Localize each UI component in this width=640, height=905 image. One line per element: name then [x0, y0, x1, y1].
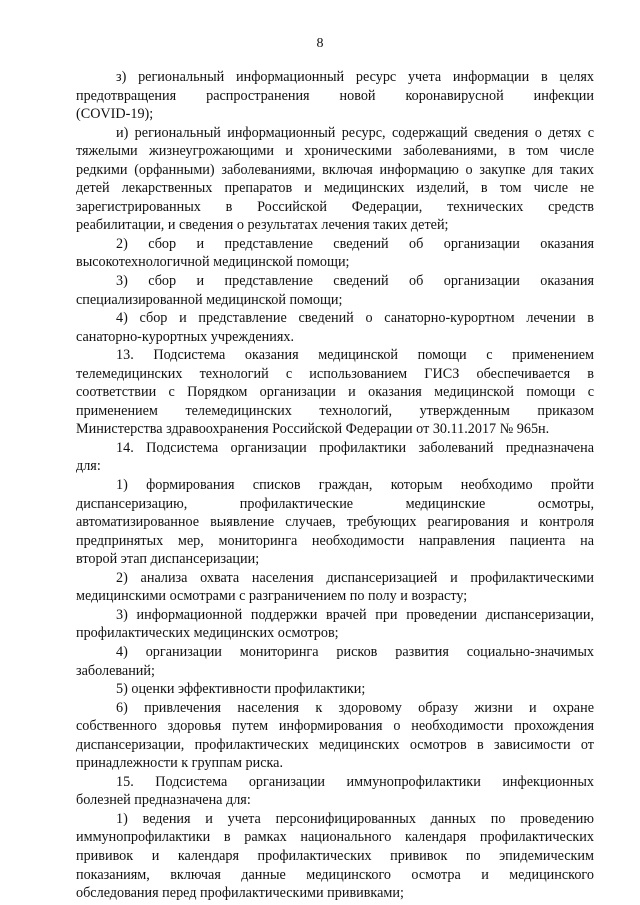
text-line: предотвращения распространения новой коронавирусной инфекции [76, 87, 594, 104]
text-line: собственного здоровья путем информирования о необходимости прохождения [76, 718, 594, 735]
text-line: принадлежности к группам риска. [76, 755, 284, 772]
text-line: 6) привлечения населения к здоровому образу жизни и охране [116, 699, 594, 716]
text-line: второй этап диспансеризации; [76, 551, 260, 568]
text-line: иммунопрофилактики в рамках национального календаря профилактических [76, 829, 594, 846]
text-line: 13. Подсистема оказания медицинской помощи с применением [116, 347, 594, 364]
paragraph-item-i [76, 124, 594, 235]
text-line: 15. Подсистема организации иммунопрофилактики инфекционных [116, 773, 594, 790]
paragraph-item-3 [76, 272, 594, 309]
text-line: 5) оценки эффективности профилактики; [116, 681, 366, 698]
text-line: (COVID-19); [76, 106, 154, 123]
text-line: диспансеризации, профилактических медицинских осмотров в зависимости от [76, 736, 594, 753]
text-line: реабилитации, и сведения о результатах лечения таких детей; [76, 217, 449, 234]
paragraph-s14-item-2 [76, 569, 594, 606]
text-line: детей лекарственных препаратов и медицинских изделий, в том числе не [76, 180, 594, 197]
text-line: 3) информационной поддержки врачей при проведении диспансеризации, [116, 606, 594, 623]
text-line: применением телемедицинских технологий, утвержденным приказом [76, 402, 594, 419]
text-line: 3) сбор и представление сведений об организации оказания [116, 273, 594, 290]
text-line: показаниям, включая данные медицинского осмотра и медицинского [76, 866, 594, 883]
text-line: 4) организации мониторинга рисков развития социально-значимых [116, 643, 594, 660]
text-line: специализированной медицинской помощи; [76, 291, 343, 308]
text-line: профилактических медицинских осмотров; [76, 625, 339, 642]
text-line: 4) сбор и представление сведений о санаторно-курортном лечении в [116, 310, 594, 327]
text-line: автоматизированное выявление случаев, требующих реагирования и контроля [76, 514, 594, 531]
text-line: предпринятых мер, мониторинга необходимости направления пациента на [76, 532, 594, 549]
paragraph-s15-item-1 [76, 810, 594, 903]
paragraph-item-2 [76, 235, 594, 272]
text-line: соответствии с Порядком организации и оказания медицинской помощи с [76, 384, 594, 401]
text-line: 14. Подсистема организации профилактики заболеваний предназначена [116, 439, 594, 456]
text-line: высокотехнологичной медицинской помощи; [76, 254, 350, 271]
text-line: Министерства здравоохранения Российской Федерации от 30.11.2017 № 965н. [76, 421, 550, 438]
text-line: болезней предназначена для: [76, 792, 251, 809]
paragraph-item-z [76, 68, 594, 124]
paragraph-section-13 [76, 346, 594, 439]
document-body [76, 68, 594, 903]
text-line: и) региональный информационный ресурс, содержащий сведения о детях с [116, 124, 594, 141]
text-line: з) региональный информационный ресурс учета информации в целях [116, 69, 594, 85]
paragraph-section-14 [76, 439, 594, 476]
text-line: 1) формирования списков граждан, которым необходимо пройти [116, 477, 594, 494]
paragraph-s14-item-6 [76, 699, 594, 773]
paragraph-item-4 [76, 309, 594, 346]
paragraph-s14-item-5 [76, 680, 594, 699]
text-line: 1) ведения и учета персонифицированных данных по проведению [116, 810, 594, 827]
text-line: 2) анализа охвата населения диспансеризацией и профилактическими [116, 569, 594, 586]
text-line: редкими (орфанными) заболеваниями, включая информацию о закупке для таких [76, 161, 594, 178]
paragraph-s14-item-4 [76, 643, 594, 680]
text-line: тяжелыми жизнеугрожающими и хроническими заболеваниями, в том числе [76, 143, 594, 160]
text-line: зарегистрированных в Российской Федерации, технических средств [76, 198, 594, 215]
text-line: прививок и календаря профилактических прививок по эпидемическим [76, 847, 594, 864]
text-line: 2) сбор и представление сведений об организации оказания [116, 235, 594, 252]
text-line: телемедицинских технологий с использованием ГИСЗ обеспечивается в [76, 365, 594, 382]
text-line: для: [76, 458, 101, 475]
page-number: 8 [316, 36, 324, 51]
text-line: заболеваний; [76, 662, 155, 679]
paragraph-s14-item-3 [76, 606, 594, 643]
text-line: медицинскими осмотрами с разграничением по полу и возрасту; [76, 588, 468, 605]
paragraph-s14-item-1 [76, 476, 594, 569]
text-line: обследования перед профилактическими прививками; [76, 885, 404, 902]
text-line: диспансеризацию, профилактические медицинские осмотры, [76, 495, 594, 512]
text-line: санаторно-курортных учреждениях. [76, 328, 295, 345]
paragraph-section-15 [76, 773, 594, 810]
